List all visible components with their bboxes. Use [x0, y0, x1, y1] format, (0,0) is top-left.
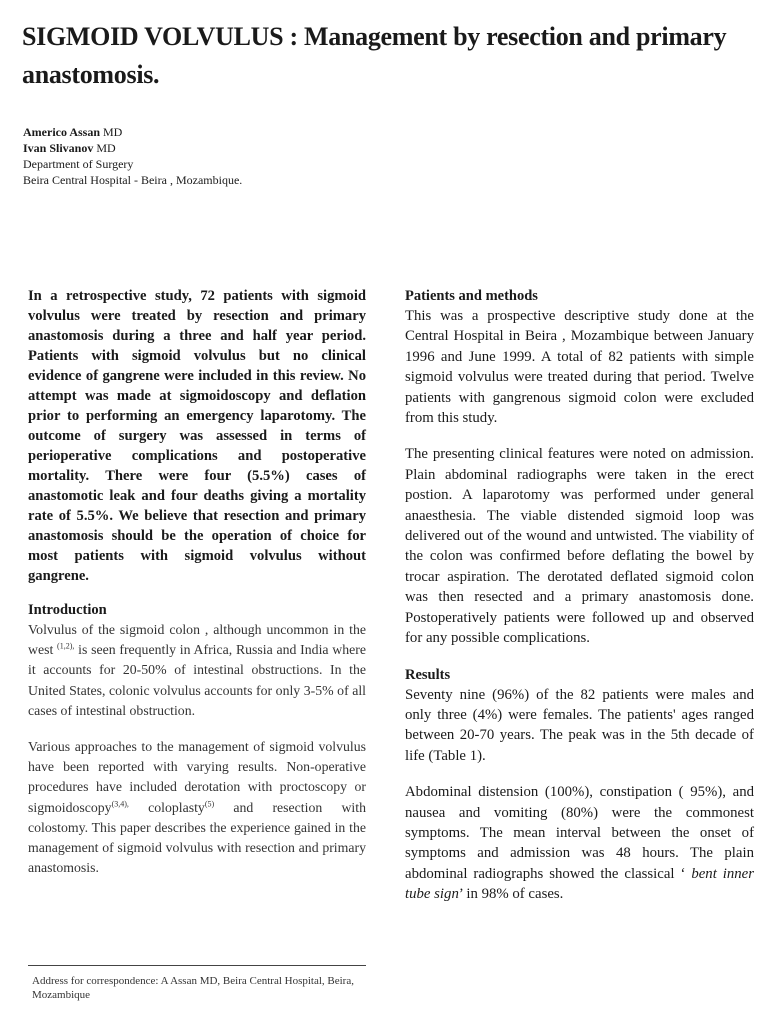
author-degree: MD — [96, 141, 116, 155]
results-heading: Results — [405, 666, 451, 683]
footnote-divider — [28, 965, 366, 966]
department: Department of Surgery — [23, 157, 134, 171]
text-run: coloplasty — [128, 799, 205, 815]
author-name: Americo Assan — [23, 125, 100, 139]
results-paragraph-1: Seventy nine (96%) of the 82 patients were males and only three (4%) were females. The patients' ages ranged between 20-70 years. The peak was in the 5th decade of life (Table 1). — [405, 686, 754, 764]
author-block — [23, 124, 242, 188]
author-1 — [23, 124, 242, 140]
author-name: Ivan Slivanov — [23, 141, 94, 155]
introduction-paragraph-2 — [28, 737, 366, 878]
methods-heading: Patients and methods — [405, 288, 538, 304]
methods-paragraph-2: The presenting clinical features were noted on admission. Plain abdominal radiographs were taken in the erect postion. A laparotomy was performed under general anaesthesia. The viable distended sigmoid loop was delivered out of the wound and untwisted. The viability of the colon was confirmed before deflating the bowel by trocar aspiration. The derotated deflated sigmoid colon was then resected and a primary anastomosis done. Postoperatively patients were followed up and observed for any possible complications. — [405, 446, 754, 647]
abstract: In a retrospective study, 72 patients with sigmoid volvulus were treated by resection and primary anastomosis during a three and half year period. Patients with sigmoid volvulus but no clinical evidence of gangrene were included in this review. No attempt was made at sigmoidoscopy and deflation prior to performing an emergency laparotomy. The outcome of surgery was assessed in terms of perioperative complications and postoperative mortality. There were four (5.5%) cases of anastomotic leak and four deaths giving a mortality rate of 5.5%. We believe that resection and primary anastomosis should be the operation of choice for most patients with sigmoid volvulus without gangrene. — [28, 288, 366, 584]
methods-paragraph-1: This was a prospective descriptive study done at the Central Hospital in Beira , Mozambique between January 1996 and June 1999. A total of 82 patients with simple sigmoid volvulus were treated during that period. Twelve patients with gangrenous sigmoid colon were excluded from this study. — [405, 308, 754, 427]
author-2 — [23, 140, 242, 156]
text-run: and resection with colostomy. This paper describes the experience gained in the management of sigmoid volvulus with resection and primary anastomosis. — [28, 799, 366, 876]
results-paragraph-2 — [405, 782, 754, 904]
institution: Beira Central Hospital - Beira , Mozambique. — [23, 173, 243, 187]
citation: (5) — [204, 799, 215, 809]
emphasis: bent inner tube sign — [405, 865, 754, 903]
text-run: Volvulus of the sigmoid colon , although uncommon in the west — [28, 622, 366, 658]
text-run: is seen frequently in Africa, Russia and India where it accounts for 20-50% of intestinal obstructions. In the United States, colonic volvulus accounts for only 3-5% of all cases of intestinal obstruction. — [28, 642, 366, 718]
text-run: Abdominal distension (100%), constipation ( 95%), and nausea and vomiting (80%) were the commonest symptoms. The mean interval between the onset of symptoms and admission was 48 hours. The plain abdominal radiographs showed the classical ‘ — [405, 784, 754, 882]
introduction-heading: Introduction — [28, 602, 107, 618]
introduction-paragraph-1 — [28, 620, 366, 721]
right-column — [405, 286, 754, 921]
article-title: SIGMOID VOLVULUS : Management by resection and primary anastomosis. — [22, 22, 727, 89]
correspondence-footnote: Address for correspondence: A Assan MD, Beira Central Hospital, Beira, Mozambique — [32, 975, 354, 1001]
author-degree: MD — [103, 125, 123, 139]
text-run: ’ in 98% of cases. — [458, 886, 564, 903]
citation: (1,2), — [57, 641, 75, 651]
left-column — [28, 286, 366, 894]
text-run: Various approaches to the management of sigmoid volvulus have been reported with varying results. Non-operative procedures have included derotation with proctoscopy or sigmoidoscopy — [28, 739, 366, 815]
citation: (3,4), — [111, 799, 129, 809]
